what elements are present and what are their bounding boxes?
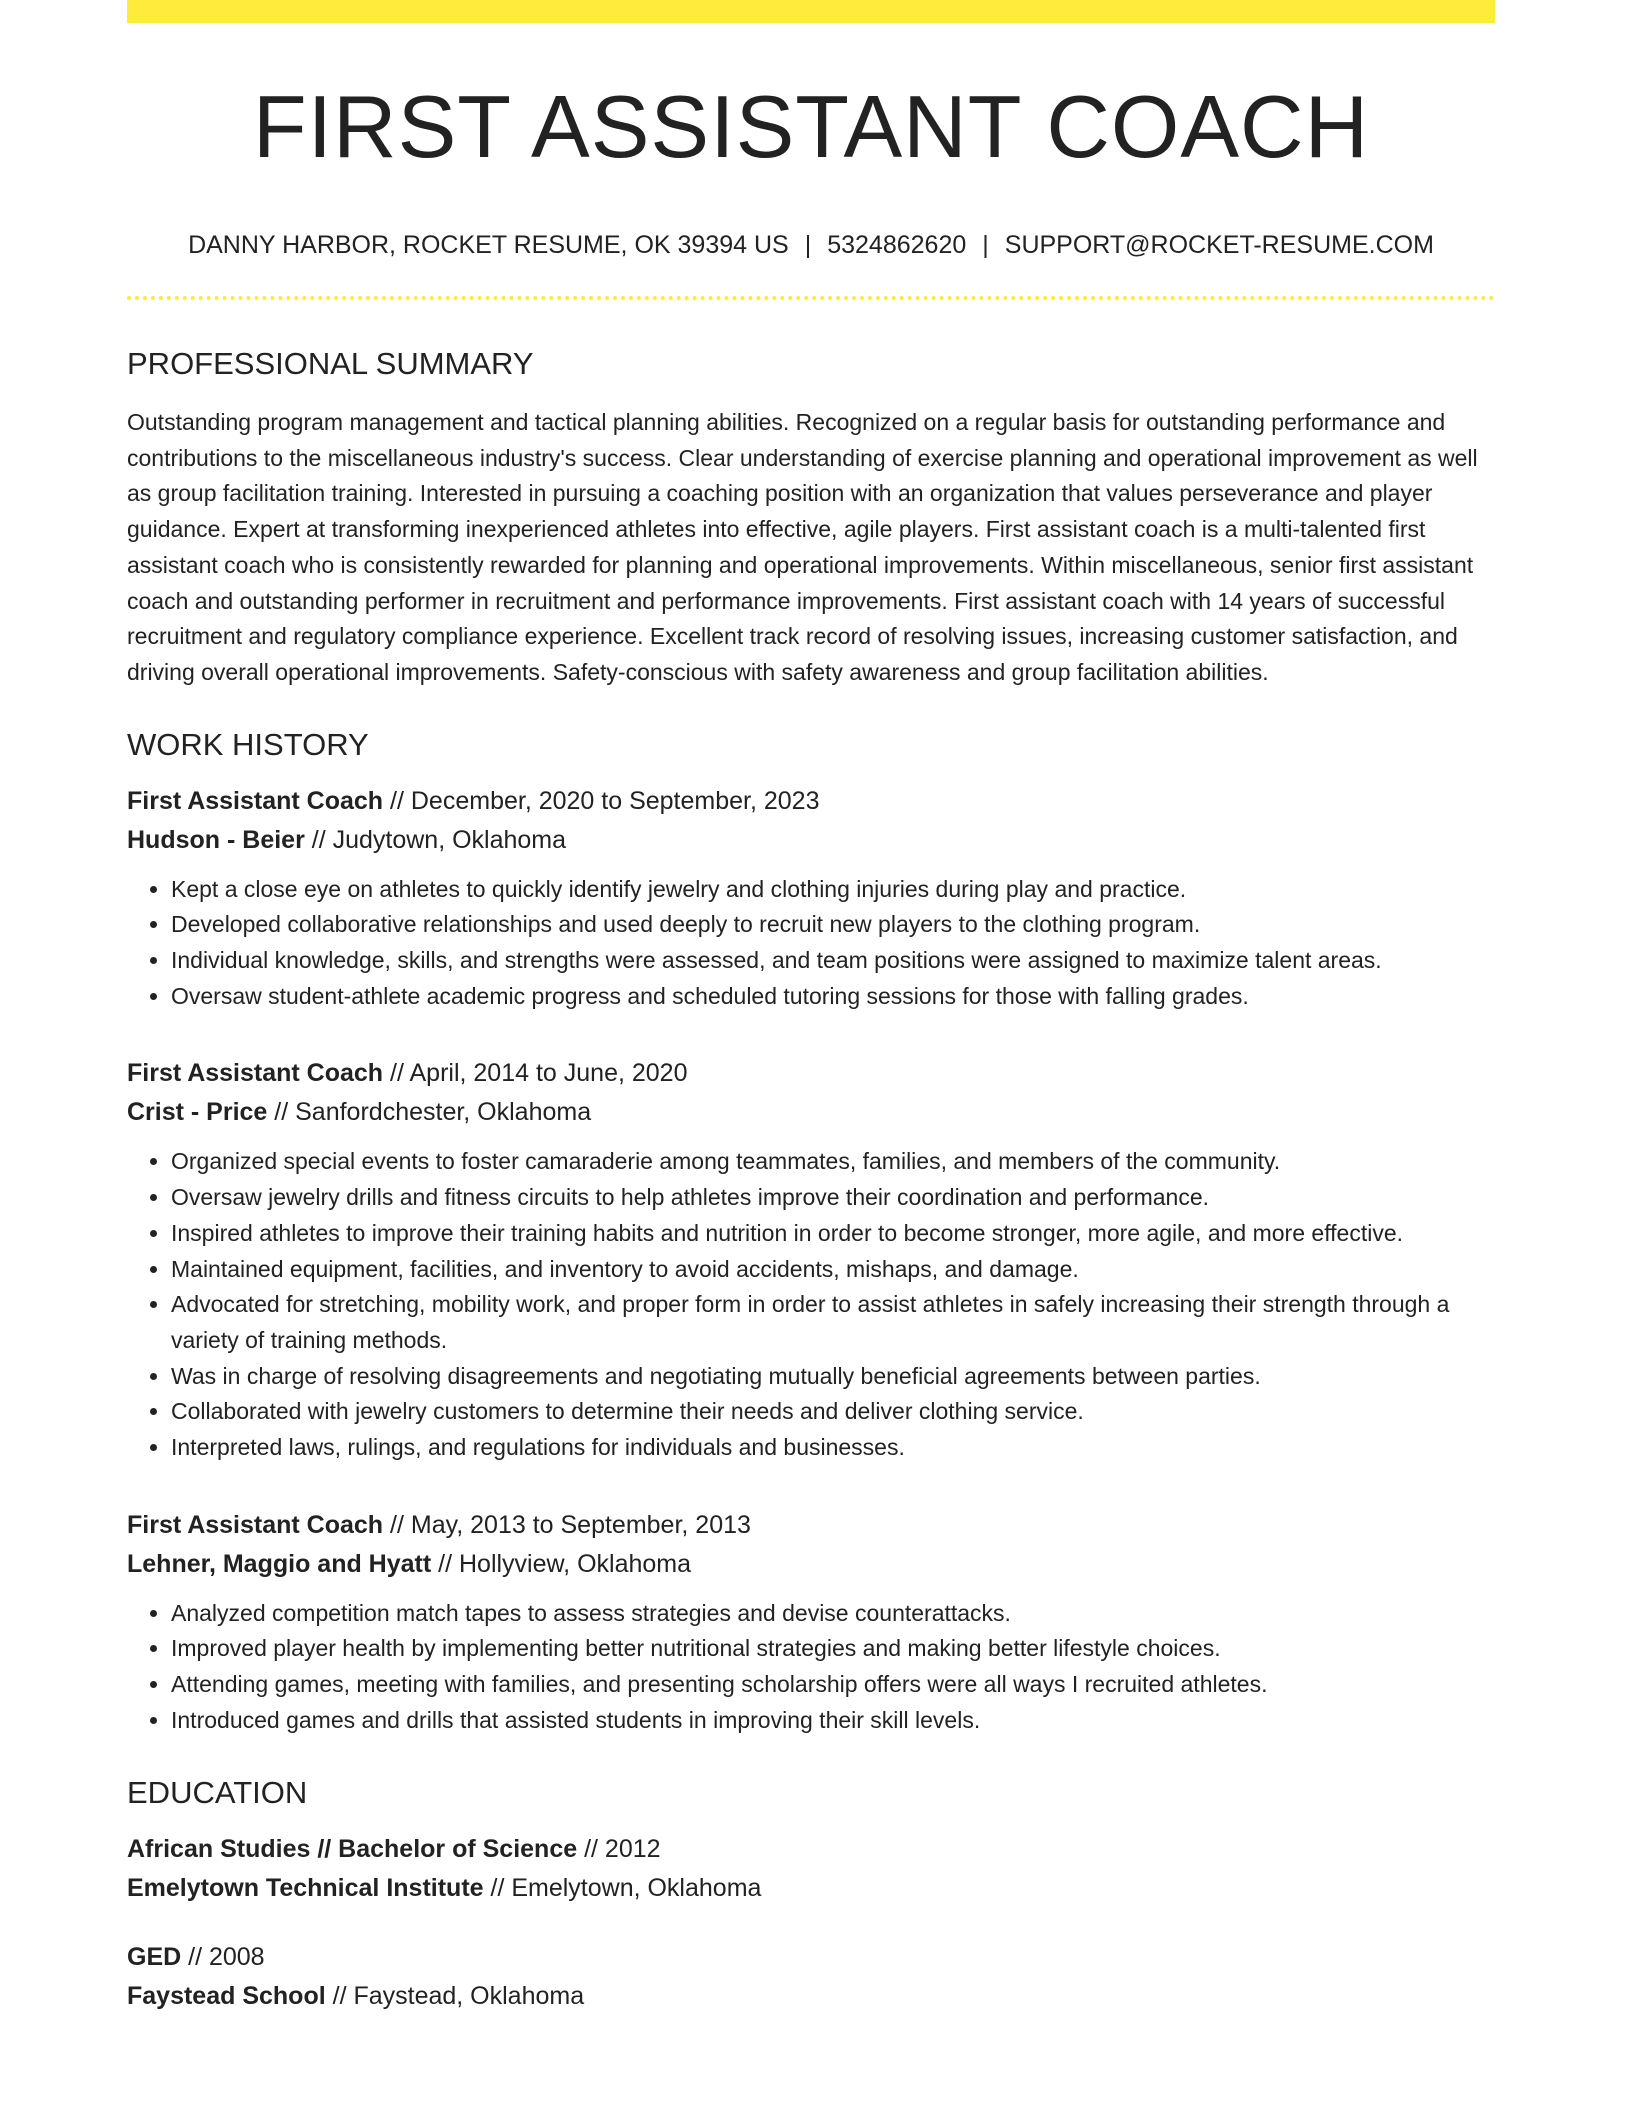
job-bullet: • Oversaw jewelry drills and fitness circuits to help athletes improve their coordination and performance. (171, 1180, 1495, 1216)
contact-email: SUPPORT@ROCKET-RESUME.COM (1004, 231, 1434, 259)
job-bullet: • Attending games, meeting with families, and presenting scholarship offers were all ways I recruited athletes. (171, 1667, 1495, 1703)
job-bullet: • Collaborated with jewelry customers to determine their needs and deliver clothing service. (171, 1394, 1495, 1430)
job-title: First Assistant Coach (127, 1510, 384, 1539)
education-entry (127, 1938, 1495, 2016)
resume-page (127, 0, 1495, 2016)
job-bullet: • Individual knowledge, skills, and strengths were assessed, and team positions were assigned to maximize talent areas. (171, 943, 1495, 979)
job-company-line (127, 1093, 1495, 1132)
education-school: Emelytown Technical Institute (127, 1873, 484, 1902)
job-bullet: • Interpreted laws, rulings, and regulations for individuals and businesses. (171, 1430, 1495, 1466)
summary-heading: PROFESSIONAL SUMMARY (127, 346, 534, 381)
accent-top-bar (127, 0, 1495, 23)
contact-separator: | (804, 231, 812, 259)
education-list (127, 1830, 1495, 2016)
job-location: // Judytown, Oklahoma (304, 825, 567, 854)
education-year: // 2008 (181, 1942, 265, 1971)
job-dates: // December, 2020 to September, 2023 (383, 786, 820, 815)
job-location: // Hollyview, Oklahoma (431, 1549, 692, 1578)
job-location: // Sanfordchester, Oklahoma (267, 1098, 592, 1127)
job-entry (127, 1506, 1495, 1739)
job-company: Crist - Price (127, 1098, 268, 1127)
job-bullet-list (127, 1144, 1495, 1465)
work-history-list (127, 782, 1495, 1739)
job-bullet: • Analyzed competition match tapes to assess strategies and devise counterattacks. (171, 1596, 1495, 1632)
education-degree-line (127, 1830, 1495, 1869)
contact-phone: 5324862620 (827, 231, 967, 259)
job-entry (127, 782, 1495, 1015)
job-bullet-list (127, 872, 1495, 1015)
job-bullet: • Kept a close eye on athletes to quickly identify jewelry and clothing injuries during play and practice. (171, 872, 1495, 908)
dotted-divider (127, 296, 1495, 300)
contact-address: DANNY HARBOR, ROCKET RESUME, OK 39394 US (188, 231, 789, 259)
job-title-line (127, 782, 1495, 821)
job-title-line (127, 1506, 1495, 1545)
education-school: Faystead School (127, 1981, 326, 2010)
job-bullet: • Developed collaborative relationships and used deeply to recruit new players to the clothing program. (171, 907, 1495, 943)
job-bullet: • Maintained equipment, facilities, and inventory to avoid accidents, mishaps, and damage. (171, 1252, 1495, 1288)
work-history-heading: WORK HISTORY (127, 726, 369, 762)
contact-line (127, 233, 1495, 258)
summary-text: Outstanding program management and tactical planning abilities. Recognized on a regular basis for outstanding performance and contributions to the miscellaneous industry's success. Clear understanding of exercise planning and operational improvement as well as group facilitation training. Interested in pursuing a coaching position with an organization that values perseverance and player guidance. Expert at transforming inexperienced athletes into effective, agile players. First assistant coach is a multi-talented first assistant coach who is consistently rewarded for planning and operational improvements. Within miscellaneous, senior first assistant coach and outstanding performer in recruitment and performance improvements. First assistant coach with 14 years of successful recruitment and regulatory compliance experience. Excellent track record of resolving issues, increasing customer satisfaction, and driving overall operational improvements. Safety-conscious with safety awareness and group facilitation abilities. (127, 409, 1478, 685)
education-year: // 2012 (577, 1834, 661, 1863)
education-degree: GED (127, 1942, 182, 1971)
job-bullet: • Improved player health by implementing better nutritional strategies and making better lifestyle choices. (171, 1631, 1495, 1667)
education-heading: EDUCATION (127, 1774, 308, 1810)
job-bullet: • Was in charge of resolving disagreements and negotiating mutually beneficial agreements between parties. (171, 1359, 1495, 1395)
job-bullet: • Organized special events to foster camaraderie among teammates, families, and members of the community. (171, 1144, 1495, 1180)
education-location: // Emelytown, Oklahoma (483, 1873, 762, 1902)
education-school-line (127, 1869, 1495, 1908)
job-company-line (127, 1545, 1495, 1584)
education-degree-line (127, 1938, 1495, 1977)
contact-separator: | (982, 231, 989, 259)
job-bullet: • Advocated for stretching, mobility work, and proper form in order to assist athletes in safely increasing their strength through a variety of training methods. (171, 1287, 1495, 1358)
job-title-line (127, 1054, 1495, 1093)
job-company-line (127, 821, 1495, 860)
job-bullet: • Oversaw student-athlete academic progress and scheduled tutoring sessions for those with falling grades. (171, 979, 1495, 1015)
job-bullet: • Inspired athletes to improve their training habits and nutrition in order to become stronger, more agile, and more effective. (171, 1216, 1495, 1252)
education-school-line (127, 1977, 1495, 2016)
job-dates: // May, 2013 to September, 2013 (383, 1510, 751, 1539)
job-entry (127, 1054, 1495, 1465)
job-company: Hudson - Beier (127, 825, 305, 854)
education-location: // Faystead, Oklahoma (325, 1981, 585, 2010)
job-title: First Assistant Coach (127, 1059, 384, 1088)
job-company: Lehner, Maggio and Hyatt (127, 1549, 432, 1578)
job-dates: // April, 2014 to June, 2020 (383, 1059, 688, 1088)
job-title: First Assistant Coach (127, 786, 384, 815)
job-bullet: • Introduced games and drills that assisted students in improving their skill levels. (171, 1703, 1495, 1739)
education-degree: African Studies // Bachelor of Science (127, 1834, 578, 1863)
job-bullet-list (127, 1596, 1495, 1739)
education-entry (127, 1830, 1495, 1908)
resume-title: FIRST ASSISTANT COACH (252, 77, 1370, 176)
